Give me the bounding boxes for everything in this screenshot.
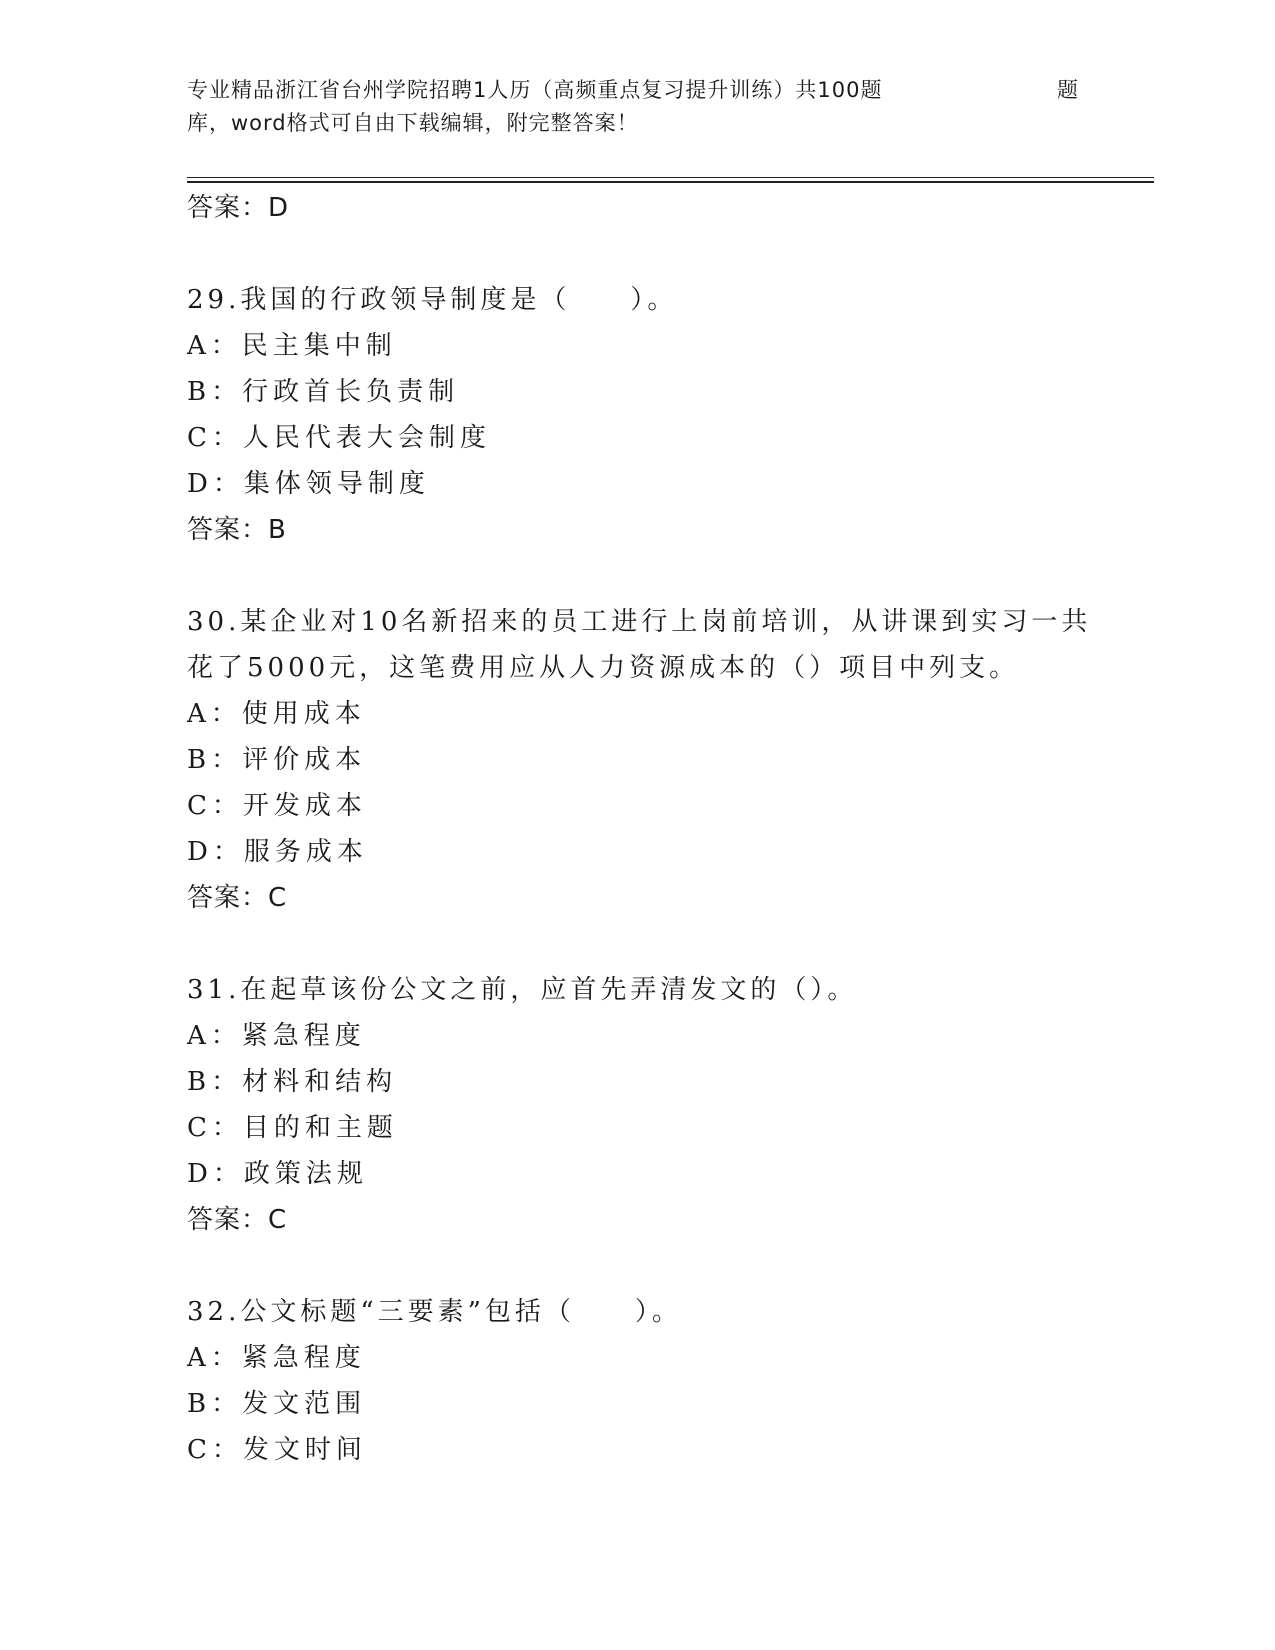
question-29 [187,277,1137,553]
option-c: C：发文时间 [187,1435,367,1465]
option-c: C：目的和主题 [187,1113,398,1143]
question-text: 29.我国的行政领导制度是（ ）。 [187,285,678,315]
question-text-line-1: 30.某企业对10名新招来的员工进行上岗前培训，从讲课到实习一共 [187,607,1092,637]
question-text: 32.公文标题“三要素”包括（ ）。 [187,1297,682,1327]
option-c: C：开发成本 [187,791,367,821]
option-a: A：使用成本 [187,699,366,729]
question-30 [187,599,1137,921]
option-b: B：材料和结构 [187,1067,398,1097]
header-divider-thin [187,177,1154,178]
answer: 答案：C [187,883,288,913]
header-title-tail: 题 [1057,78,1079,102]
spacer [187,231,1137,277]
option-c: C：人民代表大会制度 [187,423,491,453]
header-title-text: 专业精品浙江省台州学院招聘1人历（高频重点复习提升训练）共100题 [187,78,883,102]
spacer [187,553,1137,599]
answer: 答案：B [187,515,287,545]
question-32 [187,1289,1137,1473]
spacer [187,1243,1137,1289]
answer: 答案：C [187,1205,288,1235]
question-text: 31.在起草该份公文之前，应首先弄清发文的（）。 [187,975,858,1005]
option-a: A：民主集中制 [187,331,397,361]
option-a: A：紧急程度 [187,1343,366,1373]
header-line-2: 库，word格式可自由下载编辑，附完整答案！ [187,111,639,135]
option-d: D：集体领导制度 [187,469,430,499]
question-text-line-2: 花了5000元，这笔费用应从人力资源成本的（）项目中列支。 [187,653,1020,683]
option-b: B：评价成本 [187,745,367,775]
header-divider-thick [187,181,1154,183]
question-31 [187,967,1137,1243]
question-list [187,185,1137,1473]
previous-answer: 答案：D [187,193,290,223]
spacer [187,921,1137,967]
option-d: D：服务成本 [187,837,368,867]
option-b: B：发文范围 [187,1389,367,1419]
page-header [187,74,1087,140]
option-d: D：政策法规 [187,1159,368,1189]
header-line-1 [187,74,1087,107]
option-b: B：行政首长负责制 [187,377,460,407]
option-a: A：紧急程度 [187,1021,366,1051]
